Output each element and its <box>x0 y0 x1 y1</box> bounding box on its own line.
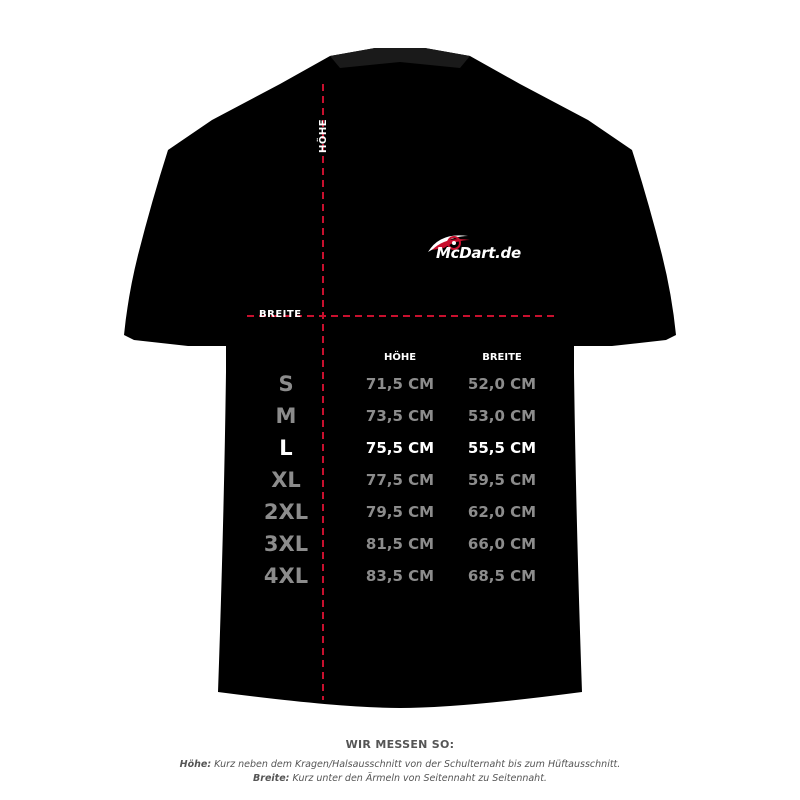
width-value: 68,5 CM <box>467 567 537 585</box>
height-value: 77,5 CM <box>365 471 435 489</box>
height-value: 73,5 CM <box>365 407 435 425</box>
width-value: 66,0 CM <box>467 535 537 553</box>
height-note-text: Kurz neben dem Kragen/Halsausschnitt von der Schulternaht bis zum Hüftausschnitt. <box>211 759 621 770</box>
size-label: 2XL <box>263 500 309 524</box>
table-row <box>0 496 800 528</box>
height-value: 83,5 CM <box>365 567 435 585</box>
size-label: XL <box>271 468 301 492</box>
mcdart-logo <box>424 230 542 268</box>
table-row <box>0 560 800 592</box>
footer-title: WIR MESSEN SO: <box>345 738 455 751</box>
width-value: 52,0 CM <box>467 375 537 393</box>
column-header-width: BREITE <box>482 352 522 363</box>
logo-text: McDart.de <box>436 244 521 262</box>
table-row <box>0 464 800 496</box>
width-value: 59,5 CM <box>467 471 537 489</box>
table-row <box>0 528 800 560</box>
size-label: 3XL <box>263 532 309 556</box>
width-axis-label: BREITE <box>259 309 302 320</box>
height-value: 81,5 CM <box>365 535 435 553</box>
table-row <box>0 432 800 464</box>
height-note-term: Höhe: <box>179 759 212 770</box>
table-row <box>0 368 800 400</box>
width-note-text: Kurz unter den Ärmeln von Seitennaht zu Seitennaht. <box>289 773 547 784</box>
height-axis-label: HÖHE <box>318 118 329 154</box>
column-header-height: HÖHE <box>383 352 417 363</box>
width-note <box>0 773 800 784</box>
width-value: 55,5 CM <box>467 439 537 457</box>
size-label: S <box>278 372 294 396</box>
width-value: 62,0 CM <box>467 503 537 521</box>
width-note-term: Breite: <box>253 773 290 784</box>
table-row <box>0 400 800 432</box>
size-label: L <box>279 436 293 460</box>
width-value: 53,0 CM <box>467 407 537 425</box>
height-value: 79,5 CM <box>365 503 435 521</box>
size-label: 4XL <box>263 564 309 588</box>
height-value: 71,5 CM <box>365 375 435 393</box>
height-note <box>0 759 800 770</box>
height-value: 75,5 CM <box>365 439 435 457</box>
size-label: M <box>275 404 297 428</box>
